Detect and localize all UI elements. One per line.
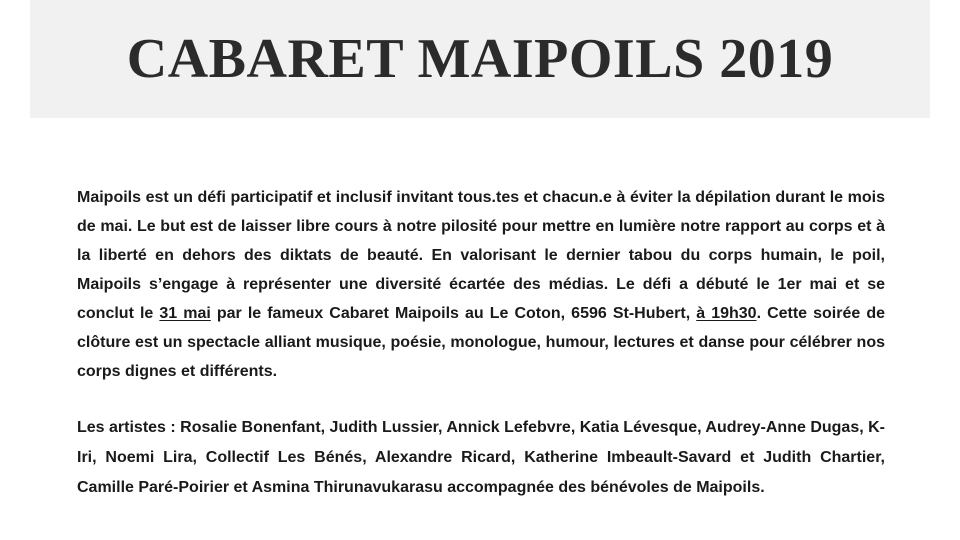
- artists-paragraph: Les artistes : Rosalie Bonenfant, Judith Lussier, Annick Lefebvre, Katia Lévesque, Audrey-Anne Dugas, K-Iri, Noemi Lira, Collectif Les Bénés, Alexandre Ricard, Katherine Imbeault-Savard et Judith Chartier, Camille Paré-Poirier et Asmina Thirunavukarasu accompagnée des bénévoles de Maipoils.: [77, 419, 885, 496]
- event-time: à 19h30: [696, 305, 757, 322]
- description-text-a: Maipoils est un défi participatif et inclusif invitant tous.tes et chacun.e à éviter la dépilation durant le mois de mai. Le but est de laisser libre cours à notre pilosité pour mettre en lumière notre rapport au corps et à la liberté en dehors des diktats de beauté. En valorisant le dernier tabou du corps humain, le poil, Maipoils s’engage à représenter une diversité écartée des médias. Le défi a débuté le 1er mai et se conclut le: [77, 189, 885, 322]
- event-date: 31 mai: [159, 305, 211, 322]
- page-title: CABARET MAIPOILS 2019: [126, 28, 834, 90]
- description-text-c: . Cette soirée de clôture est un spectacle alliant musique, poésie, monologue, humour, lectures et danse pour célébrer nos corps dignes et différents.: [77, 305, 886, 380]
- description-text-b: par le fameux Cabaret Maipoils au Le Coton, 6596 St-Hubert,: [210, 305, 697, 322]
- description-paragraph: [77, 183, 885, 386]
